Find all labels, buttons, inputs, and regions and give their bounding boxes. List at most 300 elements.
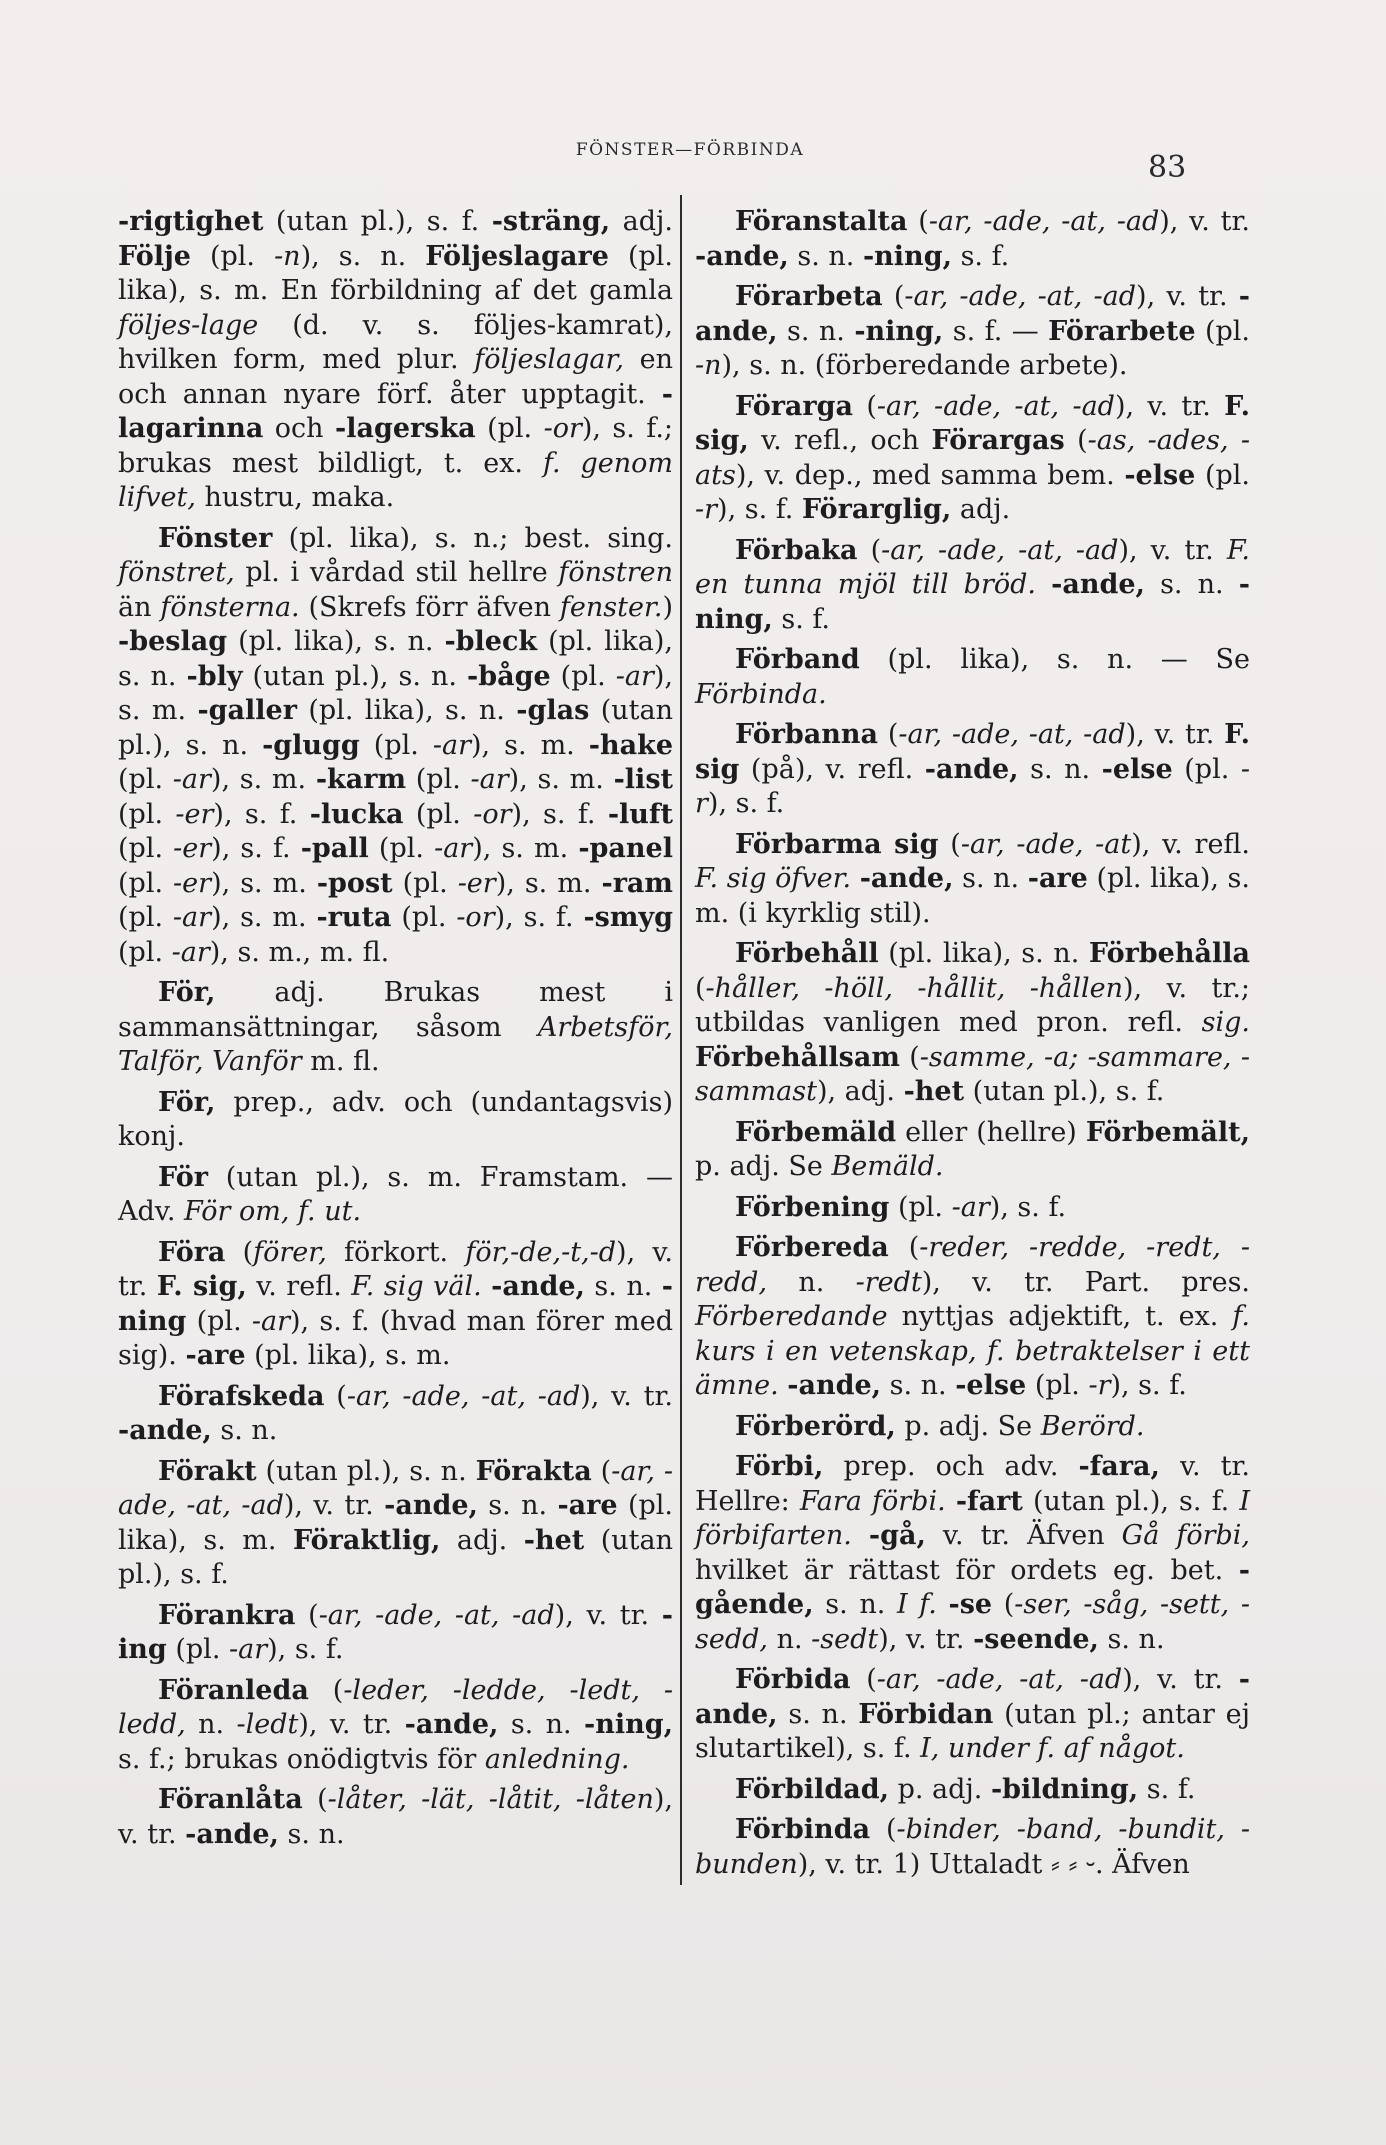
entry-text: (på), v. refl. [739,753,925,785]
dictionary-entry [695,718,1250,822]
entry-text: (pl. [118,798,176,830]
running-head: FÖNSTER—FÖRBINDA [575,140,805,160]
italic-text: -ar, -ade, -at [960,828,1132,860]
italic-text: -er [173,833,212,864]
headword: -ande, [118,1415,212,1446]
headword: -are [557,1490,618,1521]
entry-text: ), s. f. [989,1191,1067,1223]
dictionary-entry [695,534,1250,638]
entry-text: s. f. [951,240,1010,272]
italic-text: -r [695,753,1250,819]
entry-text: p. adj. Se [695,1151,832,1182]
italic-text: -r [1088,1370,1111,1401]
italic-text: -ar [434,833,473,864]
entry-text: (pl. [359,729,433,761]
entry-text: ), s. m. [495,867,602,899]
headword: -else [1101,753,1173,785]
headword: -are [185,1340,246,1371]
italic-text: -ledt [236,1709,299,1740]
entry-text: ( [302,1784,328,1815]
headword: -bildning, [990,1773,1139,1805]
entry-text: eller (hellre) [896,1116,1086,1148]
entry-text: (pl. lika), s. n. [118,626,674,692]
headword: -ning, [695,569,1250,635]
italic-text: f. kurs i en vetenskap, f. betraktelser i ett ämne. [695,1301,1250,1401]
italic-text: I förbifarten. [695,1485,1251,1551]
column-divider [680,195,682,1885]
dictionary-entry [118,1599,673,1668]
italic-text: -sedt [811,1623,879,1655]
entry-text: ), adj. [816,1076,904,1107]
entry-text: ( [324,1380,347,1412]
dictionary-entry [118,522,673,971]
headword: Förankra [158,1599,296,1631]
headword: Förakta [475,1455,592,1487]
headword: Förbi, [735,1451,824,1482]
entry-text: ), v. tr. [298,1709,405,1740]
entry-text: s. f. [772,603,831,635]
entry-text: (pl. lika), s. m. En förbildning af det gamla [118,240,674,306]
entry-text: ), v. tr. Part. pres. [921,1266,1251,1298]
dictionary-entry [695,205,1250,274]
entry-text: ), s. f. (hvad man förer med sig). [118,1305,674,1371]
entry-text: nyttjas adjektift, t. ex. [887,1301,1233,1332]
headword: -ande, [1051,569,1145,600]
entry-text: pl. i vårdad stil hellre [234,557,559,588]
right-column [695,205,1250,1888]
entry-text: ) [662,591,673,623]
italic-text: -ar [432,729,471,761]
entry-text: ), v. refl. [1131,828,1251,860]
entry-text: s. n. [1144,569,1239,600]
headword: Förbildad, [735,1773,889,1805]
italic-text: fönsterna. [160,591,300,623]
headword: Förbemäld [735,1116,897,1148]
left-column [118,205,673,1858]
entry-text: ), s. m. [210,764,316,795]
entry-text: (pl. [118,764,173,795]
italic-text: -ar [251,1305,291,1337]
italic-text: följeslagar, [474,344,624,375]
italic-text: Förberedande [695,1301,888,1332]
headword: -bleck [444,626,538,657]
entry-text: (pl. [391,902,457,933]
entry-text: än [118,591,161,623]
headword: Förbanna [735,719,879,750]
headword: -rigtighet [118,206,264,237]
dictionary-entry [118,1455,673,1593]
italic-text: -or [456,902,495,933]
entry-text: ), v. tr. [1125,719,1225,750]
italic-text: sig. [1201,1007,1250,1038]
entry-text: s. n. [777,315,855,347]
italic-text: Arbetsför, Talför, Vanför [118,1011,673,1077]
entry-text: hvilket är rättast för ordets eg. bet. [695,1554,1239,1586]
headword: Förbida [735,1664,851,1695]
entry-text: ( [899,1041,920,1073]
italic-text: -ar, -ade, -at, -ad [318,1599,555,1631]
headword: -ram [601,867,673,899]
entry-text: ( [850,1664,877,1695]
dictionary-entry [695,1231,1250,1404]
headword: -ning, [862,240,952,272]
dictionary-entry [118,1380,673,1449]
headword: Förbinda [735,1814,871,1845]
entry-text: n. [767,1623,812,1655]
italic-text: -or [473,798,512,830]
headword: -sträng, [491,206,611,237]
entry-text: s. n. [788,240,863,272]
entry-text: (pl. [1172,753,1241,785]
headword: -ning [118,1271,673,1337]
headword: Förafskeda [158,1380,325,1412]
italic-text: -ar, -ade, -at, -ad [346,1380,581,1412]
entry-text: ( [878,719,899,750]
headword: -ning, [854,315,944,347]
italic-text: -ar, -ade, -at, -ad [876,1664,1123,1695]
headword: -ande, [787,1370,882,1401]
headword: Förberörd, [735,1410,896,1442]
headword: -het [903,1076,965,1107]
italic-text: -ar, -ade, -at, -ad [118,1455,674,1521]
entry-text: ), v. tr. [118,1236,673,1302]
headword: -ande, [404,1709,499,1740]
entry-text [851,863,860,894]
entry-text: ), s. f. [707,788,785,819]
headword: -list [613,764,673,795]
headword: F. sig [695,719,1250,785]
entry-text: ), v. tr. [1118,534,1227,566]
entry-text: ), s. n. (förberedande arbete). [721,350,1128,381]
entry-text: och [263,413,336,444]
entry-text: ), s. m. [471,729,589,761]
headword: -gående, [695,1554,1250,1620]
entry-text: m. fl. [301,1046,380,1077]
entry-text: s. n. [1018,753,1102,785]
dictionary-entry [695,1116,1250,1185]
italic-text: -ar, -ade, -at, -ad [898,719,1126,750]
entry-text: (pl. [550,660,616,692]
entry-text [946,1486,956,1517]
entry-text: ( [295,1599,319,1631]
dictionary-entry [695,643,1250,712]
entry-text: ( [225,1236,254,1268]
entry-text: (utan pl.), s. n. [256,1455,476,1487]
headword: Fönster [158,522,273,554]
headword: Förarbete [1048,315,1196,347]
entry-text: ), s. f. [494,902,584,933]
headword: -panel [578,833,673,864]
dictionary-entry [695,1813,1250,1882]
italic-text: -låter, -lät, -låtit, -låten [327,1784,654,1815]
entry-text: (pl. lika), s. m. [118,1490,673,1556]
dictionary-entry [118,1674,673,1778]
headword: Förarbeta [735,281,883,312]
headword: -lucka [309,798,404,830]
italic-text: -ar, -ade, -at, -ad [876,390,1115,422]
entry-text [482,1271,491,1302]
entry-text: ( [907,206,929,237]
dictionary-entry [695,828,1250,932]
entry-text: (pl. lika), s. n. — Se [859,644,1250,675]
entry-text: adj. [951,494,1011,525]
headword: -ande, [695,240,789,272]
italic-text: F. sig väl. [351,1271,482,1302]
headword: Föra [158,1236,226,1268]
entry-text: adj. Brukas mest i sammansättningar, såsom [118,977,673,1043]
headword: -bly [186,660,243,692]
italic-text: -ar, -ade, -at, -ad [904,281,1137,312]
headword: Förbemält, [1085,1116,1250,1148]
italic-text: F. en tunna mjöl till bröd. [695,534,1250,600]
italic-text: Gå förbi, [1121,1520,1250,1551]
headword: -fara, [1078,1451,1160,1482]
headword: -karm [315,764,407,795]
dictionary-entry [695,1450,1250,1657]
entry-text: ), s. m., m. fl. [209,936,390,968]
dictionary-entry [695,390,1250,528]
entry-text: (Skrefs förr äfven [299,591,560,623]
entry-text: (pl. lika), s. m. (i kyrklig stil). [695,863,1250,929]
headword: -seende, [973,1623,1099,1655]
entry-text: ( [1064,425,1088,456]
italic-text: fönstren [558,557,673,588]
headword: Föraktlig, [292,1524,441,1556]
headword: -pall [300,833,369,864]
entry-text: (utan pl.), s. n. [242,660,467,692]
entry-text: ), v. dep., med samma bem. [735,459,1125,491]
entry-text: ), v. tr. [1136,281,1239,312]
entry-text: ), v. tr. 1) Uttaladt ⸗ ⸗ ⏑. Äfven [797,1848,1190,1880]
entry-text: ), s. f. [717,494,802,525]
headword: För, [158,1086,216,1118]
dictionary-entry [695,937,1250,1110]
italic-text: -n [274,240,301,272]
entry-text [852,1520,869,1551]
headword: -hake [588,729,673,761]
entry-text: (pl. [118,833,174,864]
italic-text: För om, f. ut. [184,1196,362,1227]
entry-text: (utan pl.), s. n. [118,695,674,761]
headword: Föranstalta [735,206,908,237]
headword: Förbening [735,1191,890,1223]
entry-text: ), v. tr. [1159,206,1250,237]
entry-text: s. n. [1098,1623,1165,1655]
italic-text: -er [173,867,212,899]
italic-text: -as, -ades, -ats [695,425,1250,491]
headword: Förbarma sig [735,828,939,860]
entry-text: ), v. tr. [580,1380,673,1412]
italic-text: -redt [855,1266,922,1298]
entry-text: (utan pl.; antar ej slutartikel), s. f. [695,1698,1250,1764]
italic-text: -n [695,350,722,381]
italic-text: följes-lage [118,309,259,341]
italic-text: -r [695,494,718,525]
entry-text: (pl. [118,867,174,899]
italic-text: I, under f. af något. [920,1733,1185,1764]
entry-text: s. f. — [943,315,1049,347]
headword: -galler [197,695,297,726]
entry-text: ), s. f.; brukas mest bildligt, t. ex. [118,413,674,479]
entry-text: ( [308,1674,344,1706]
entry-text: (pl. lika), s. n.; best. sing. [272,522,673,554]
entry-text: s. f.; brukas onödigtvis för [118,1743,485,1775]
italic-text: -er [175,798,214,830]
entry-text: (pl. [186,1305,252,1337]
entry-text: ), s. m. [211,867,317,899]
entry-text: (utan pl.), s. f. [118,1524,673,1590]
entry-text: (pl. [368,833,435,864]
headword: -ing [118,1599,673,1665]
headword: -beslag [118,626,228,657]
entry-text: prep. och adv. [823,1451,1079,1482]
entry-text: ( [857,534,882,566]
italic-text: anledning. [484,1743,630,1775]
entry-text: ), s. m. [508,764,614,795]
dictionary-entry [695,1773,1250,1808]
entry-text: s. n. [953,863,1028,894]
headword: Föranlåta [158,1784,303,1815]
headword: -lagerska [335,413,476,444]
headword: Förarga [735,390,854,422]
entry-text: (utan pl.), s. f. [1022,1485,1240,1517]
entry-text: ( [938,828,961,860]
entry-text: ), s. f. [213,798,310,830]
entry-text: ), v. tr. [1114,390,1225,422]
headword: Förargas [931,425,1065,456]
italic-text: Berörd. [1040,1410,1145,1442]
italic-text: -ar [172,764,211,795]
entry-text: adj. [610,206,673,237]
entry-text: (utan pl.), s. f. [263,206,492,237]
italic-text: -ar [615,660,654,692]
entry-text: prep., adv. och (undantagsvis) konj. [118,1086,673,1152]
entry-text: ), s. f. [267,1634,344,1665]
italic-text: -or [543,413,582,444]
italic-text: Bemäld. [831,1151,944,1182]
entry-text: ), s. n. [300,240,426,272]
headword: Förbehålla [1088,938,1250,969]
italic-text: fenster. [559,591,663,623]
entry-text: (pl. [1195,315,1250,347]
headword: -båge [466,660,551,692]
headword: Föranleda [158,1674,309,1706]
headword: -ande, [384,1490,478,1521]
italic-text: -ar, -ade, -at, -ad [928,206,1160,237]
headword: -are [1027,863,1088,894]
entry-text: (pl. [392,867,458,899]
headword: Förbereda [735,1232,889,1263]
entry-text: s. n. [881,1370,956,1401]
entry-text: adj. [440,1524,524,1556]
dictionary-entry [695,280,1250,384]
entry-text: ), s. f. [511,798,608,830]
entry-text: (pl. [475,413,544,444]
headword: -ning, [583,1709,673,1740]
headword: -glugg [262,729,360,761]
italic-text: för,-de,-t,-d [465,1236,617,1268]
dictionary-entry [695,1663,1250,1767]
entry-text: ( [695,972,706,1004]
italic-text: förer, [253,1236,327,1268]
entry-text: v. tr. Hellre: [695,1451,1250,1517]
headword: -ande, [924,753,1019,785]
entry-text: ), v. tr. [1122,1664,1239,1695]
italic-text: -binder, -band, -bundit, -bunden [695,1814,1250,1880]
page-number: 83 [1148,150,1187,185]
dictionary-entry [695,1410,1250,1445]
headword: F. sig, [156,1271,247,1302]
entry-text: ), v. tr.; utbildas vanligen med pron. refl. [695,972,1250,1038]
entry-text: s. n. [278,1818,345,1850]
headword: -gå, [868,1520,926,1551]
entry-text: ( [853,390,877,422]
dictionary-entry [118,1161,673,1230]
headword: -se [948,1589,993,1620]
headword: Följeslagare [425,240,609,272]
dictionary-entry [695,1191,1250,1226]
headword: För [158,1161,208,1193]
italic-text: f. genom lifvet, [118,447,673,513]
entry-text: v. refl. [246,1271,352,1302]
entry-text: v. tr. Äfven [925,1520,1122,1551]
headword: Förbehållsam [695,1041,900,1073]
headword: Förband [735,644,860,675]
italic-text: -ar [951,1191,990,1223]
headword: -ande, [185,1818,279,1850]
entry-text: v. refl., och [748,425,932,456]
entry-text: hustru, maka. [195,482,395,513]
italic-text: -ar, -ade, -at, -ad [881,534,1119,566]
headword: -ruta [316,902,392,933]
italic-text: -reder, -redde, -redt, -redd, [695,1232,1250,1298]
entry-text: ), s. m. [118,660,673,726]
italic-text: -ar [171,936,210,968]
entry-text: p. adj. [888,1773,991,1805]
entry-text: (pl. lika), s. n. [878,938,1089,969]
entry-text: (pl. [118,936,172,968]
entry-text: (pl. [190,240,275,272]
entry-text: (pl. [118,902,173,933]
headword: -glas [516,695,590,726]
italic-text: F. sig öfver. [695,863,852,894]
entry-text: (pl. [403,798,474,830]
headword: -smyg [583,902,673,933]
entry-text: ), v. tr. [118,1784,673,1850]
headword: -fart [955,1485,1023,1517]
italic-text: -ar [470,764,509,795]
entry-text: (d. v. s. följes-kamrat), hvilken form, med plur. [118,309,673,375]
headword: -ande, [695,1664,1251,1730]
entry-text: en och annan nyare förf. åter upptagit. [118,344,673,410]
italic-text: -ar [172,902,212,933]
entry-text: ), v. tr. [878,1623,974,1655]
entry-text: ), s. m. [211,902,317,933]
entry-text: (pl. [889,1191,952,1223]
italic-text: -håller, -höll, -hållit, -hållen [705,972,1123,1004]
entry-text: ( [888,1232,920,1263]
italic-text: -er [457,867,496,899]
entry-text [779,1370,788,1401]
entry-text: n. [185,1709,237,1740]
italic-text: I f. [896,1589,937,1620]
dictionary-entry [118,976,673,1080]
headword: -post [316,867,393,899]
headword: Förbaka [735,534,858,566]
entry-text: ( [591,1455,612,1487]
entry-text: ( [882,281,905,312]
italic-text: Förbinda. [695,678,827,710]
